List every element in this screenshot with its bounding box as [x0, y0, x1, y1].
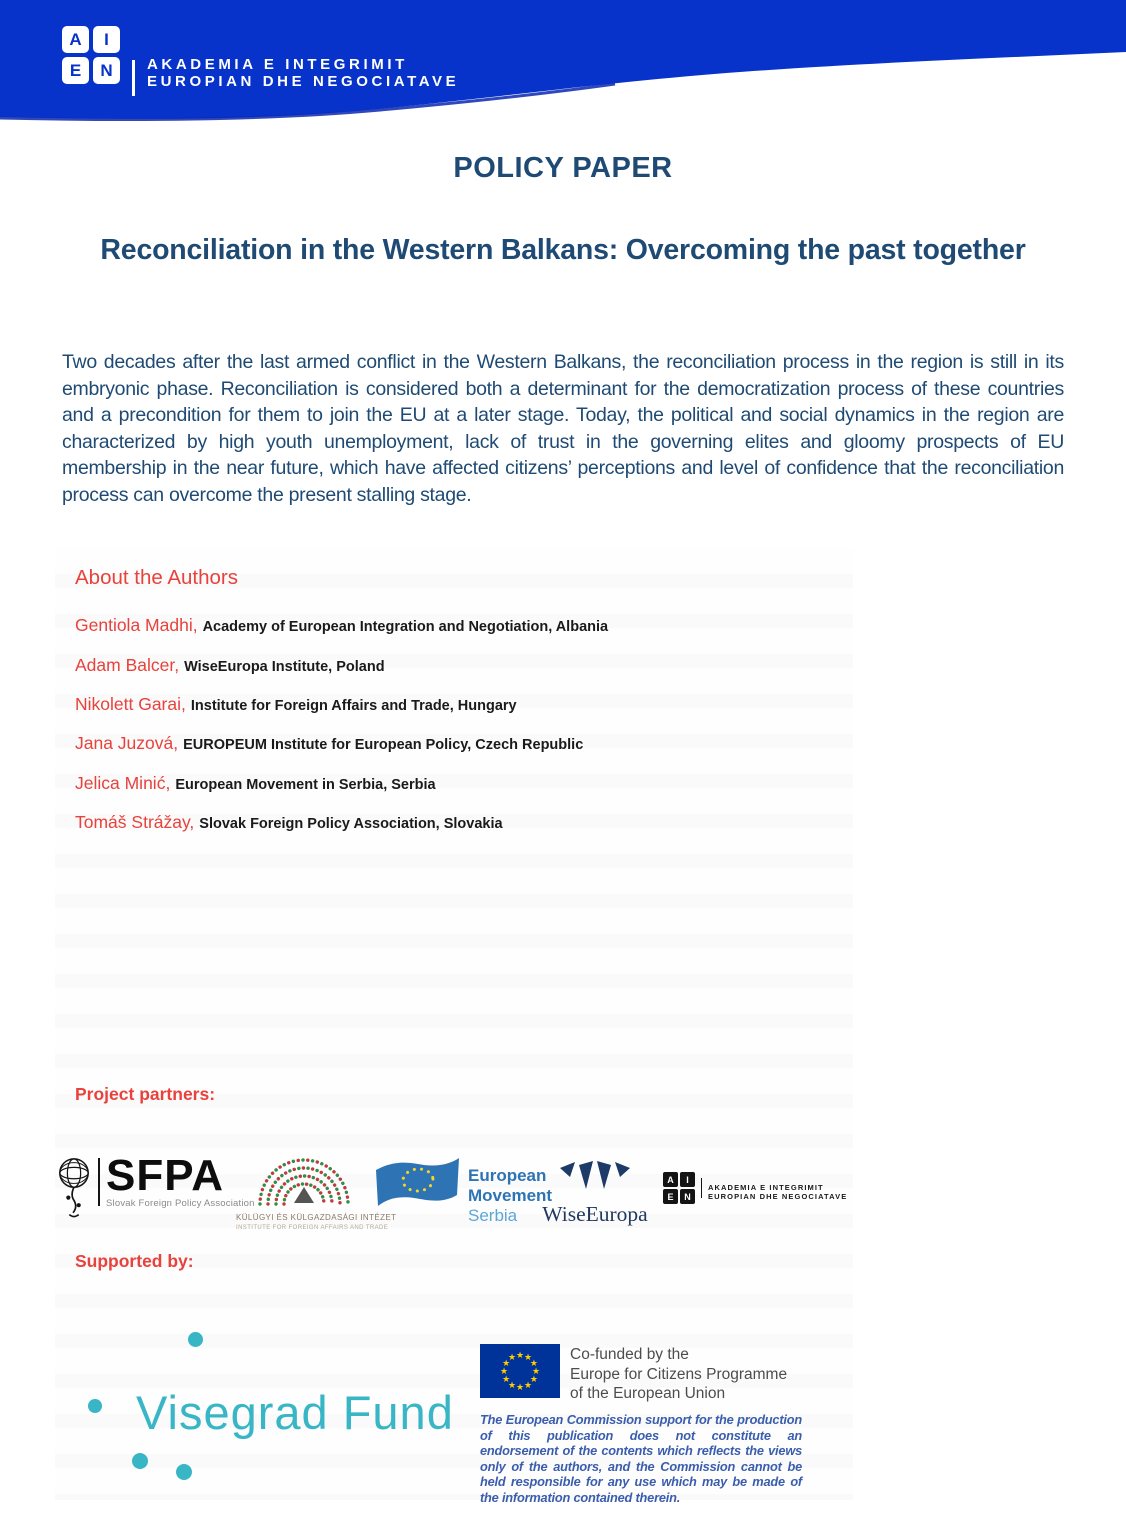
- document-kicker: POLICY PAPER: [453, 152, 673, 184]
- document-title: Reconciliation in the Western Balkans: Overcoming the past together: [100, 234, 1026, 266]
- aien-mini-line2: EUROPIAN DHE NEGOCIATAVE: [708, 1192, 848, 1201]
- author-row: [75, 655, 385, 676]
- aien-partner-logo: [663, 1172, 847, 1204]
- ems-line1: European: [468, 1166, 547, 1185]
- aien-logo-letter-a: A: [62, 26, 89, 53]
- visegrad-dot-icon: [188, 1332, 203, 1347]
- author-row: [75, 773, 436, 794]
- author-name: Nikolett Garai,: [75, 694, 186, 714]
- author-name: Jana Juzová,: [75, 733, 179, 753]
- eu-cofunded-line1: Co-funded by the: [570, 1346, 689, 1363]
- kki-name-hu: KÜLÜGYI ÉS KÜLGAZDASÁGI INTÉZET: [236, 1213, 397, 1222]
- aien-mini-divider: [701, 1178, 702, 1198]
- ems-eu-flag-icon: [372, 1154, 462, 1216]
- eu-cofunded-line2: Europe for Citizens Programme: [570, 1365, 788, 1383]
- header-logo-divider: [132, 60, 135, 96]
- sfpa-logo: [55, 1151, 255, 1226]
- author-affiliation: Slovak Foreign Policy Association, Slovakia: [199, 816, 503, 832]
- wiseeuropa-logo: [530, 1160, 660, 1227]
- author-row: [75, 694, 517, 715]
- aien-logo-letter-e: E: [62, 57, 89, 84]
- author-name: Adam Balcer,: [75, 655, 180, 675]
- aien-mini-grid: [663, 1172, 695, 1204]
- kki-logo: [236, 1150, 397, 1231]
- author-name: Tomáš Strážay,: [75, 812, 195, 832]
- sfpa-acronym: SFPA: [106, 1151, 225, 1200]
- author-name: Gentiola Madhi,: [75, 615, 198, 635]
- aien-mini-text: [708, 1183, 847, 1202]
- author-row: [75, 812, 503, 833]
- visegrad-dot-icon: [132, 1453, 148, 1469]
- aien-mini-letter-e: E: [663, 1189, 678, 1204]
- kki-name-en: INSTITUTE FOR FOREIGN AFFAIRS AND TRADE: [236, 1225, 389, 1231]
- visegrad-fund-name: Visegrad Fund: [136, 1386, 454, 1439]
- org-name: [147, 56, 459, 96]
- visegrad-dot-icon: [88, 1399, 102, 1413]
- aien-logo-letter-i: I: [93, 26, 120, 53]
- author-affiliation: WiseEuropa Institute, Poland: [184, 659, 385, 675]
- author-affiliation: Institute for Foreign Affairs and Trade, Hungary: [190, 698, 517, 714]
- visegrad-fund-logo: [60, 1305, 454, 1515]
- abstract-paragraph: Two decades after the last armed conflict in the Western Balkans, the reconciliation process in the region is still in its embryonic phase. Reconciliation is considered both a determinant for the democratization process of these countries and a precondition for them to join the EU at a later stage. Today, the political and social dynamics in the region are characterized by high youth unemployment, lack of trust in the governing elites and gloomy prospects of EU membership in the near future, which have affected citizens’ perceptions and level of confidence that the reconciliation process can overcome the present stalling stage.: [62, 351, 1064, 506]
- authors-section-heading: About the Authors: [75, 566, 238, 589]
- eu-flag-icon: ★ ★ ★ ★ ★ ★ ★ ★ ★ ★ ★ ★: [480, 1344, 560, 1398]
- kki-dome-icon: [240, 1150, 368, 1206]
- aien-logo-letter-n: N: [93, 57, 120, 84]
- visegrad-dot-icon: [176, 1464, 192, 1480]
- aien-header-logo: [62, 26, 459, 96]
- partners-section-heading: Project partners:: [75, 1084, 216, 1104]
- eu-cofunded-text: [570, 1345, 787, 1404]
- wiseeuropa-name: WiseEuropa: [542, 1202, 648, 1226]
- aien-mini-line1: AKADEMIA E INTEGRIMIT: [708, 1182, 824, 1192]
- wiseeuropa-w-icon: [558, 1160, 632, 1192]
- european-movement-serbia-logo: [372, 1154, 552, 1226]
- eu-disclaimer-text: The European Commission support for the production of this publication does not constitute an endorsement of the contents which reflects the views only of the authors, and the Commission cannot be held responsible for any use which may be made of the information contained therein.: [480, 1412, 802, 1505]
- author-row: [75, 733, 583, 754]
- org-name-line2: EUROPIAN DHE NEGOCIATAVE: [147, 73, 460, 90]
- supported-section-heading: Supported by:: [75, 1251, 194, 1271]
- aien-mini-letter-n: N: [680, 1189, 695, 1204]
- author-row: [75, 615, 608, 636]
- author-affiliation: European Movement in Serbia, Serbia: [175, 777, 436, 793]
- sfpa-globe-icon: [55, 1156, 93, 1226]
- org-name-line1: AKADEMIA E INTEGRIMIT: [147, 56, 408, 73]
- author-affiliation: EUROPEUM Institute for European Policy, Czech Republic: [183, 737, 584, 753]
- sfpa-divider: [98, 1158, 100, 1206]
- author-affiliation: Academy of European Integration and Negotiation, Albania: [202, 619, 609, 635]
- aien-logo-grid: [62, 26, 120, 96]
- aien-mini-letter-i: I: [680, 1172, 695, 1187]
- sfpa-name: Slovak Foreign Policy Association: [106, 1198, 255, 1209]
- ems-line2: Movement: [468, 1186, 553, 1205]
- ems-line3: Serbia: [468, 1206, 518, 1225]
- author-name: Jelica Minić,: [75, 773, 171, 793]
- aien-mini-letter-a: A: [663, 1172, 678, 1187]
- eu-cofunded-line3: of the European Union: [570, 1385, 726, 1402]
- sfpa-text: [106, 1151, 255, 1209]
